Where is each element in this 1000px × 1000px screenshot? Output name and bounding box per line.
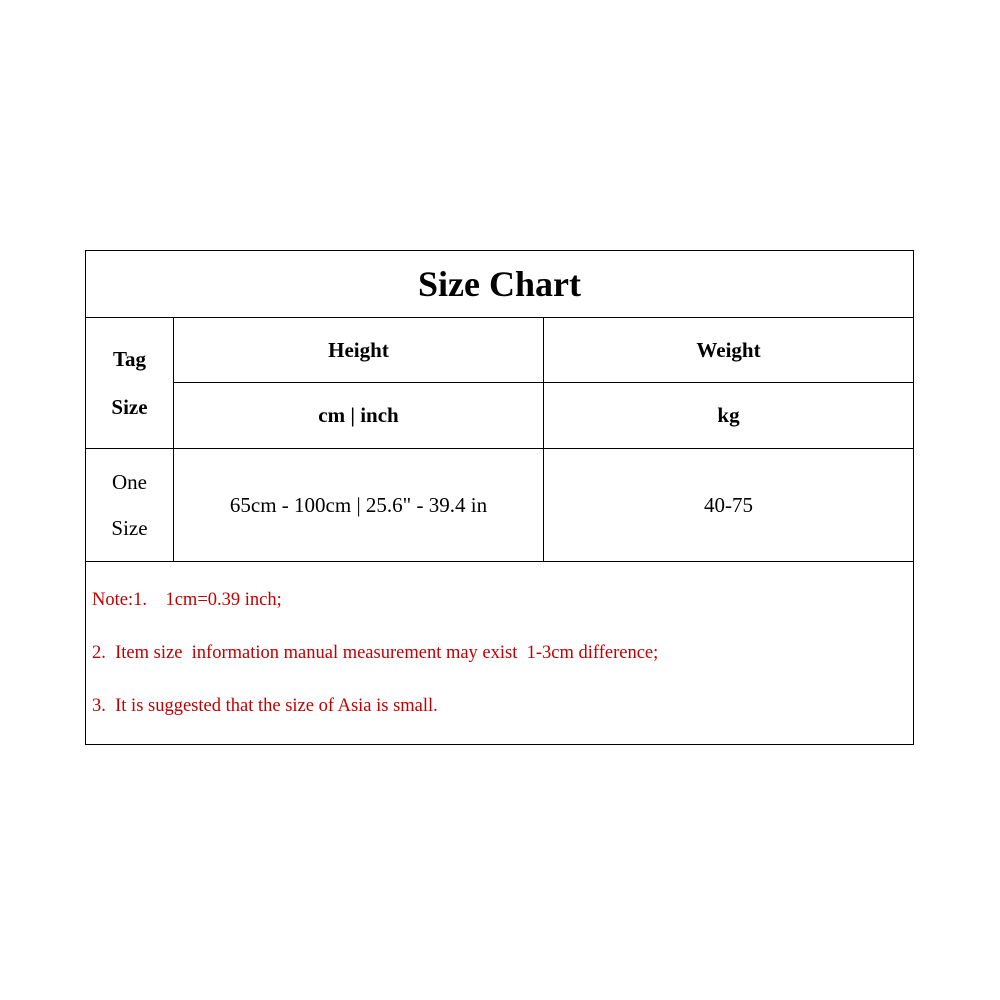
height-value-cell: 65cm - 100cm | 25.6" - 39.4 in (174, 449, 544, 562)
tag-size-header (86, 318, 174, 449)
table-row (86, 449, 914, 562)
note-line-1: Note:1. 1cm=0.39 inch; (92, 590, 282, 610)
note-line-2: 2. Item size information manual measurement may exist 1-3cm difference; (92, 643, 659, 663)
size-name-cell (86, 449, 174, 562)
height-header: Height (174, 318, 544, 383)
weight-value-cell: 40-75 (544, 449, 914, 562)
weight-header: Weight (544, 318, 914, 383)
size-chart-title: Size Chart (86, 251, 914, 318)
tag-size-header-line2: Size (111, 395, 148, 419)
tag-size-header-line1: Tag (112, 347, 147, 371)
note-line-3: 3. It is suggested that the size of Asia is small. (92, 696, 438, 716)
weight-unit-header: kg (544, 383, 914, 449)
size-name-line2: Size (111, 516, 148, 540)
notes-section (86, 562, 914, 745)
size-chart-table (85, 250, 914, 745)
height-unit-header: cm | inch (174, 383, 544, 449)
size-name-line1: One (112, 470, 147, 494)
